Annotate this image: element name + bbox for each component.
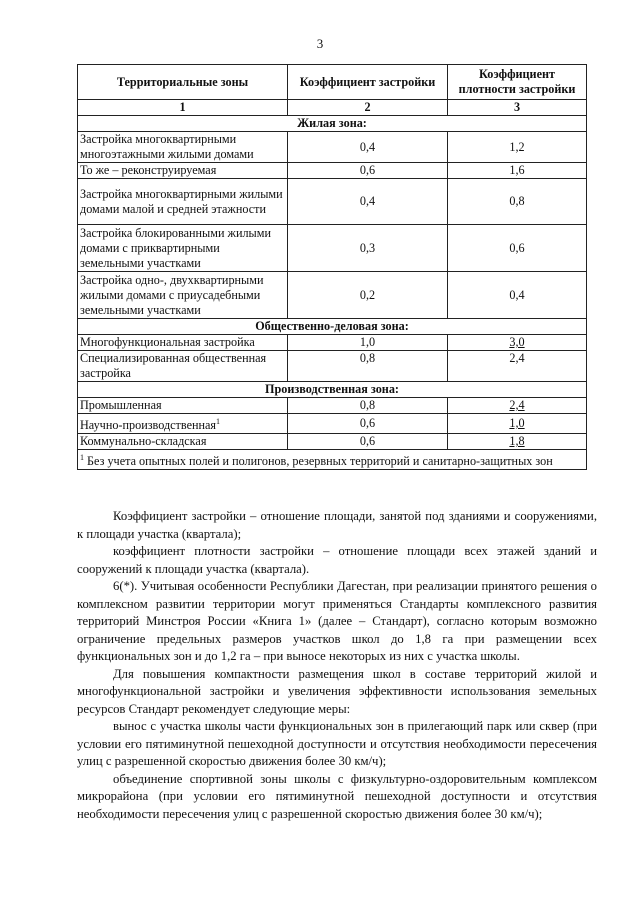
section-row-industrial [78,382,587,398]
footnote-mark: 1 [80,453,84,463]
header-building-coefficient: Коэффициент застройки [288,65,448,100]
building-coefficient: 0,8 [288,398,448,414]
header-territorial-zones: Территориальные зоны [78,65,288,100]
building-coefficient: 0,2 [288,272,448,319]
density-coefficient: 1,0 [448,414,587,434]
paragraph-building-coefficient: Коэффициент застройки – отношение площади, занятой под зданиями и сооружениями, к площади участка (квартала); [77,509,597,541]
zone-name: Застройка многоквартирными многоэтажными жилыми домами [78,132,288,163]
table-row [78,398,587,414]
zone-name: Специализированная общественная застройка [78,351,288,382]
table-row [78,335,587,351]
density-coefficient: 2,4 [448,351,587,382]
section-row-public-business [78,319,587,335]
paragraph-measure-park: вынос с участка школы части функциональных зон в прилегающий парк или сквер (при условии его пятиминутной пешеходной доступности и отсутствия необходимости пересечения улиц с разрешенной скоростью движения более 30 км/ч); [77,719,597,768]
table-header-row [78,65,587,100]
section-row-residential [78,116,587,132]
building-coefficient: 0,6 [288,434,448,450]
zone-name: То же – реконструируемая [78,163,288,179]
table-row [78,225,587,272]
paragraph-item-6: 6(*). Учитывая особенности Республики Дагестан, при реализации принятого решения о комплексном развитии территории могут применяться Стандарты комплексного развития территорий Минстроя России «Книга 1» (далее – Стандарт), согласно которым возможно ограничение предельных размеров участков школ до 1,8 га при размещении всех функциональных зон и до 1,2 га – при выносе некоторых из них с участка школы. [77,579,597,663]
building-coefficient: 0,6 [288,163,448,179]
section-title: Жилая зона: [78,116,587,132]
section-title: Производственная зона: [78,382,587,398]
table-row [78,132,587,163]
zone-name: Научно-производственная [80,418,217,433]
building-coefficient: 0,4 [288,179,448,225]
footnote-ref: 1 [216,417,221,426]
header-density-coefficient: Коэффициент плотности застройки [448,65,587,100]
building-coefficient: 0,4 [288,132,448,163]
zone-name-cell [78,414,288,434]
table-row [78,272,587,319]
column-number: 2 [288,100,448,116]
footnote-text: Без учета опытных полей и полигонов, резервных территорий и санитарно-защитных зон [87,454,553,469]
zone-name: Промышленная [78,398,288,414]
density-coefficient: 1,6 [448,163,587,179]
table-row [78,434,587,450]
body-text [77,508,597,823]
density-coefficient: 3,0 [448,335,587,351]
building-coefficient: 1,0 [288,335,448,351]
density-coefficient: 0,4 [448,272,587,319]
footnote-cell [78,450,587,470]
density-coefficient: 2,4 [448,398,587,414]
zone-name: Коммунально-складская [78,434,288,450]
density-coefficient: 1,2 [448,132,587,163]
paragraph-density-coefficient: коэффициент плотности застройки – отношение площади всех этажей зданий и сооружений к площади участка (квартала). [77,544,597,576]
column-number: 1 [78,100,288,116]
zone-name: Застройка многоквартирными жилыми домами малой и средней этажности [78,179,288,225]
zones-table [77,64,587,470]
section-title: Общественно-деловая зона: [78,319,587,335]
table-row [78,179,587,225]
building-coefficient: 0,3 [288,225,448,272]
zone-name: Многофункциональная застройка [78,335,288,351]
paragraph-measure-sports: объединение спортивной зоны школы с физкультурно-оздоровительным комплексом микрорайона (при условии его пятиминутной пешеходной доступности и отсутствия необходимости пересечения улиц с разрешенной скоростью движения более 30 км/ч); [77,771,597,821]
density-coefficient: 0,6 [448,225,587,272]
column-numbers-row [78,100,587,116]
table-row [78,351,587,382]
column-number: 3 [448,100,587,116]
paragraph-compactness: Для повышения компактности размещения школ в составе территорий жилой и многофункциональной застройки и увеличения эффективности использования земельных ресурсов Стандарт рекомендует следующие меры: [77,666,597,716]
zone-name: Застройка одно-, двухквартирными жилыми домами с приусадебными земельными участками [78,272,288,319]
building-coefficient: 0,8 [288,351,448,382]
density-coefficient: 1,8 [448,434,587,450]
footnote-row [78,450,587,470]
zone-name: Застройка блокированными жилыми домами с приквартирными земельными участками [78,225,288,272]
density-coefficient: 0,8 [448,179,587,225]
table-row [78,163,587,179]
building-coefficient: 0,6 [288,414,448,434]
page-number: 3 [316,36,324,51]
table-row [78,414,587,434]
